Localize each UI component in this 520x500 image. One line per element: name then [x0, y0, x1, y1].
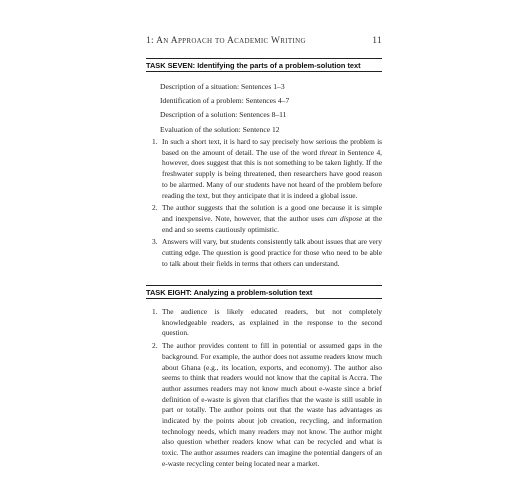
answer-number: 1. [152, 137, 158, 146]
answer-text: at the end and so seems cautiously optimistic. [162, 213, 382, 234]
answer-emphasis: can dispose [326, 213, 363, 223]
answer-text: The author provides content to fill in potential or assumed gaps in the background. For example, the author does not assume readers know much about Ghana (e.g., its location, exports, and economy). The author also seems to think that readers would not know that the capital is Accra. The author assumes readers may not know much about e-waste since a brief definition of e-waste is given that clarifies that the waste is still usable in part or totally. The author points out that the waste has advantages as indicated by the points about job creation, recycling, and information technology needs, which many readers may not know. The author might also question whether readers know what can be recycled and what is toxic. The author assumes readers can imagine the potential dangers of an e-waste recycling center being located near a market. [162, 341, 382, 468]
answer-text: in Sentence 4, however, does suggest that this is not something to be taken lightly. If the freshwater supply is being threatened, then researchers have good reason to be alarmed. Many of our students have not heard of the problem before reading the text, but they anticipate that it is indeed a global issue. [162, 147, 382, 200]
part-item: Description of a solution: Sentences 8–11 [160, 110, 287, 120]
answer-number: 2. [152, 203, 158, 213]
task8-rule [146, 285, 382, 286]
answer-item [146, 307, 382, 339]
page-number: 11 [372, 36, 382, 46]
answer-text: The audience is likely educated readers, but not completely knowledgeable readers, as explained in the response to the second question. [162, 307, 382, 338]
task7-parts-list [160, 80, 380, 137]
part-item: Description of a situation: Sentences 1–3 [160, 82, 285, 91]
task7-answers [146, 137, 382, 271]
answer-number: 2. [152, 341, 158, 351]
answer-text: The author suggests that the solution is a good one because it is simple and inexpensive. Note, however, that the author uses [162, 203, 382, 223]
answer-item [146, 237, 382, 269]
answer-text: In such a short text, it is hard to say precisely how serious the problem is based on the amount of detail. The use of the word [162, 137, 382, 157]
chapter-title: 1: An Approach to Academic Writing [146, 36, 306, 46]
task8-title: TASK EIGHT: Analyzing a problem-solution text [146, 288, 382, 299]
answer-item [146, 203, 382, 235]
part-item: Identification of a problem: Sentences 4–7 [160, 96, 290, 106]
running-header [146, 36, 382, 46]
task7-title: TASK SEVEN: Identifying the parts of a problem-solution text [146, 61, 382, 72]
task7-rule [146, 58, 382, 59]
answer-text: Answers will vary, but students consistently talk about issues that are very cutting edge. The question is good practice for those who need to be able to talk about their fields in terms that others can understand. [162, 237, 382, 268]
task8-answers [146, 307, 382, 472]
answer-number: 1. [152, 307, 158, 316]
answer-item [146, 137, 382, 201]
part-item: Evaluation of the solution: Sentence 12 [160, 124, 280, 134]
answer-emphasis: threat [319, 147, 337, 157]
answer-number: 3. [152, 237, 158, 247]
answer-item [146, 341, 382, 469]
